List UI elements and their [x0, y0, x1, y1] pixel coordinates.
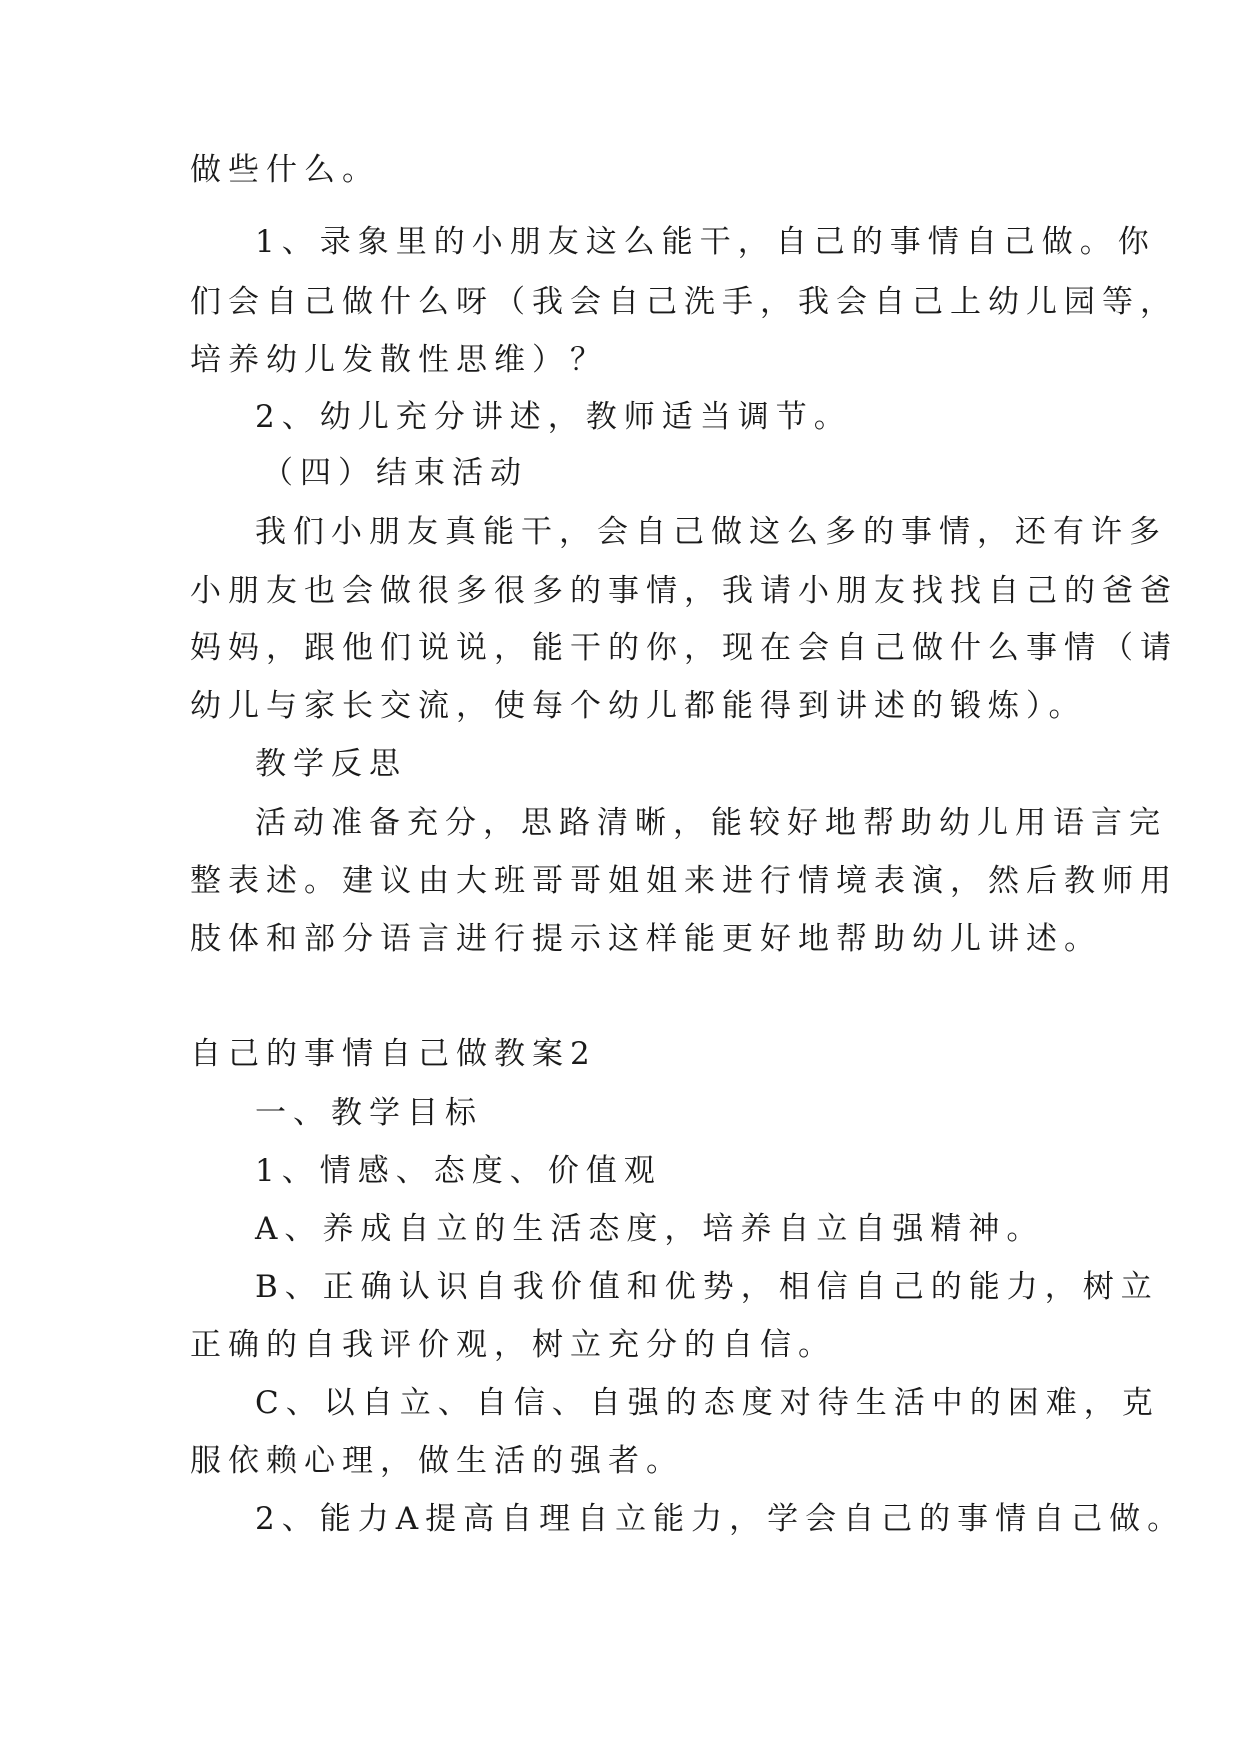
text-line: 们会自己做什么呀（我会自己洗手，我会自己上幼儿园等， — [190, 284, 1178, 320]
text-line: 培养幼儿发散性思维）？ — [190, 342, 608, 378]
section-heading: 教学反思 — [255, 746, 407, 782]
text-line: 1、录象里的小朋友这么能干，自己的事情自己做。你 — [255, 224, 1156, 260]
text-line: 肢体和部分语言进行提示这样能更好地帮助幼儿讲述。 — [190, 921, 1102, 957]
text-line: 服依赖心理，做生活的强者。 — [190, 1443, 684, 1479]
text-line: 2、幼儿充分讲述，教师适当调节。 — [255, 399, 852, 435]
text-line: 幼儿与家长交流，使每个幼儿都能得到讲述的锻炼）。 — [190, 688, 1087, 724]
text-line: 我们小朋友真能干，会自己做这么多的事情，还有许多 — [255, 514, 1167, 550]
text-line: 活动准备充分，思路清晰，能较好地帮助幼儿用语言完 — [255, 805, 1167, 841]
text-line: C、以自立、自信、自强的态度对待生活中的困难，克 — [255, 1385, 1160, 1421]
text-line: B、正确认识自我价值和优势，相信自己的能力，树立 — [255, 1269, 1159, 1305]
text-line: 正确的自我评价观，树立充分的自信。 — [190, 1327, 836, 1363]
text-line: 1、情感、态度、价值观 — [255, 1153, 662, 1189]
text-line: 做些什么。 — [190, 152, 380, 188]
section-heading: （四）结束活动 — [262, 455, 528, 491]
section-heading: 一、教学目标 — [255, 1095, 483, 1131]
text-line: 2、能力A提高自理自立能力，学会自己的事情自己做。 — [255, 1501, 1186, 1537]
text-line: 小朋友也会做很多很多的事情，我请小朋友找找自己的爸爸 — [190, 573, 1178, 609]
text-line: 妈妈，跟他们说说，能干的你，现在会自己做什么事情（请 — [190, 630, 1178, 666]
document-title: 自己的事情自己做教案2 — [190, 1036, 597, 1072]
text-line: 整表述。建议由大班哥哥姐姐来进行情境表演，然后教师用 — [190, 863, 1178, 899]
text-line: A、养成自立的生活态度，培养自立自强精神。 — [255, 1211, 1045, 1247]
